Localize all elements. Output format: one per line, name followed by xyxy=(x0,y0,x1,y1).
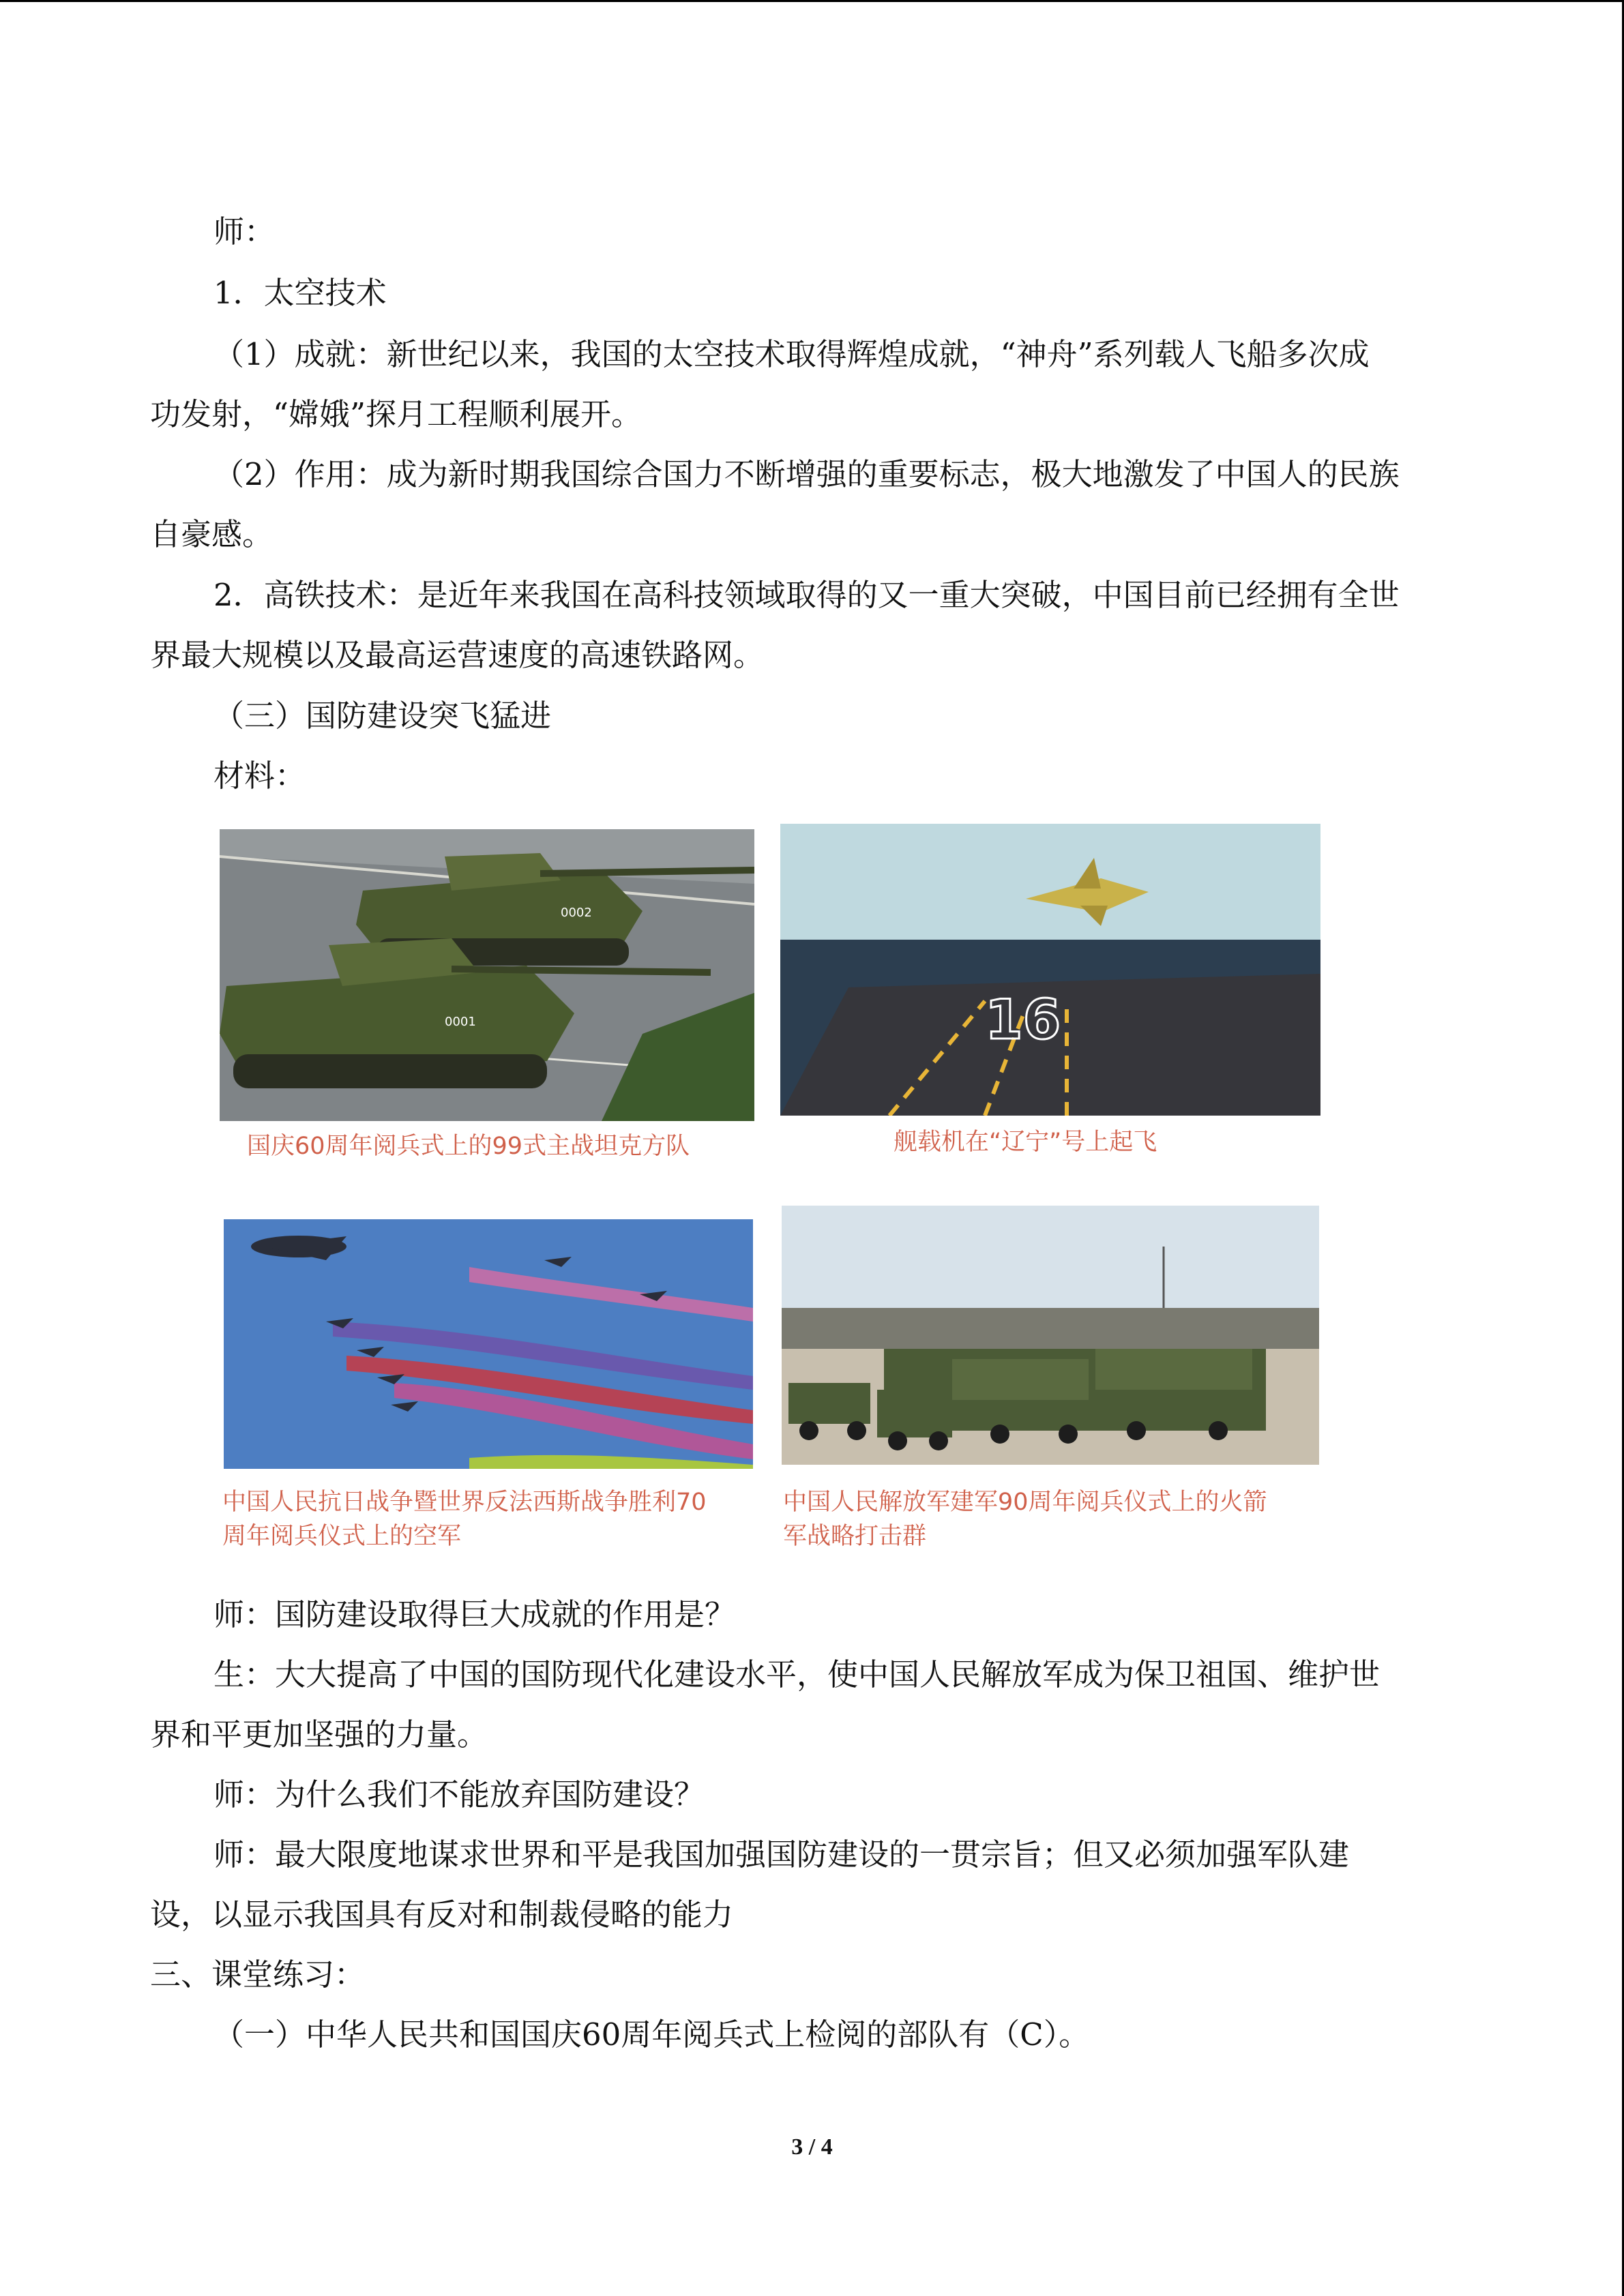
figure-caption: 舰载机在“辽宁”号上起飞 xyxy=(894,1129,1157,1156)
text-line: 设，以显示我国具有反对和制裁侵略的能力 xyxy=(150,1896,734,1933)
deck-number: 16 xyxy=(985,988,1061,1052)
carrier-jet-photo xyxy=(780,824,1320,1116)
figure-caption: 军战略打击群 xyxy=(783,1523,927,1550)
text-line: （2）作用：成为新时期我国综合国力不断增强的重要标志，极大地激发了中国人的民族 xyxy=(213,456,1400,492)
tank-number: 0002 xyxy=(561,906,592,920)
figure-caption: 中国人民解放军建军90周年阅兵仪式上的火箭 xyxy=(783,1489,1267,1516)
figure-caption: 中国人民抗日战争暨世界反法西斯战争胜利70 xyxy=(222,1489,707,1516)
section-heading: 三、课堂练习： xyxy=(150,1956,366,1993)
text-line: 2．高铁技术：是近年来我国在高科技领域取得的又一重大突破，中国目前已经拥有全世 xyxy=(213,577,1400,613)
text-line: 界最大规模以及最高运营速度的高速铁路网。 xyxy=(150,637,765,673)
tank-number: 0001 xyxy=(445,1015,476,1029)
text-line: 1．太空技术 xyxy=(213,275,387,311)
text-line: 师：最大限度地谋求世界和平是我国加强国防建设的一贯宗旨；但又必须加强军队建 xyxy=(213,1836,1350,1873)
air-force-photo xyxy=(224,1219,753,1469)
text-line: 师：国防建设取得巨大成就的作用是？ xyxy=(213,1596,736,1632)
text-line: （三）国防建设突飞猛进 xyxy=(213,698,552,734)
text-line: （一）中华人民共和国国庆60周年阅兵式上检阅的部队有（C）。 xyxy=(213,2016,1090,2053)
text-line: 功发射，“嫦娥”探月工程顺利展开。 xyxy=(150,396,643,432)
text-line: 材料： xyxy=(213,758,306,794)
tank-parade-photo xyxy=(220,829,754,1121)
text-line: 自豪感。 xyxy=(150,516,274,552)
text-line: 界和平更加坚强的力量。 xyxy=(150,1716,488,1753)
text-line: 师：为什么我们不能放弃国防建设？ xyxy=(213,1776,705,1813)
text-line: 师： xyxy=(213,213,276,250)
rocket-force-photo xyxy=(782,1206,1319,1465)
text-line: （1）成就：新世纪以来，我国的太空技术取得辉煌成就，“神舟”系列载人飞船多次成 xyxy=(213,336,1370,372)
text-line: 生：大大提高了中国的国防现代化建设水平，使中国人民解放军成为保卫祖国、维护世 xyxy=(213,1656,1381,1693)
figure-caption: 周年阅兵仪式上的空军 xyxy=(222,1523,462,1550)
page-number: 3 / 4 xyxy=(791,2134,833,2160)
figure-caption: 国庆60周年阅兵式上的99式主战坦克方队 xyxy=(247,1133,690,1160)
